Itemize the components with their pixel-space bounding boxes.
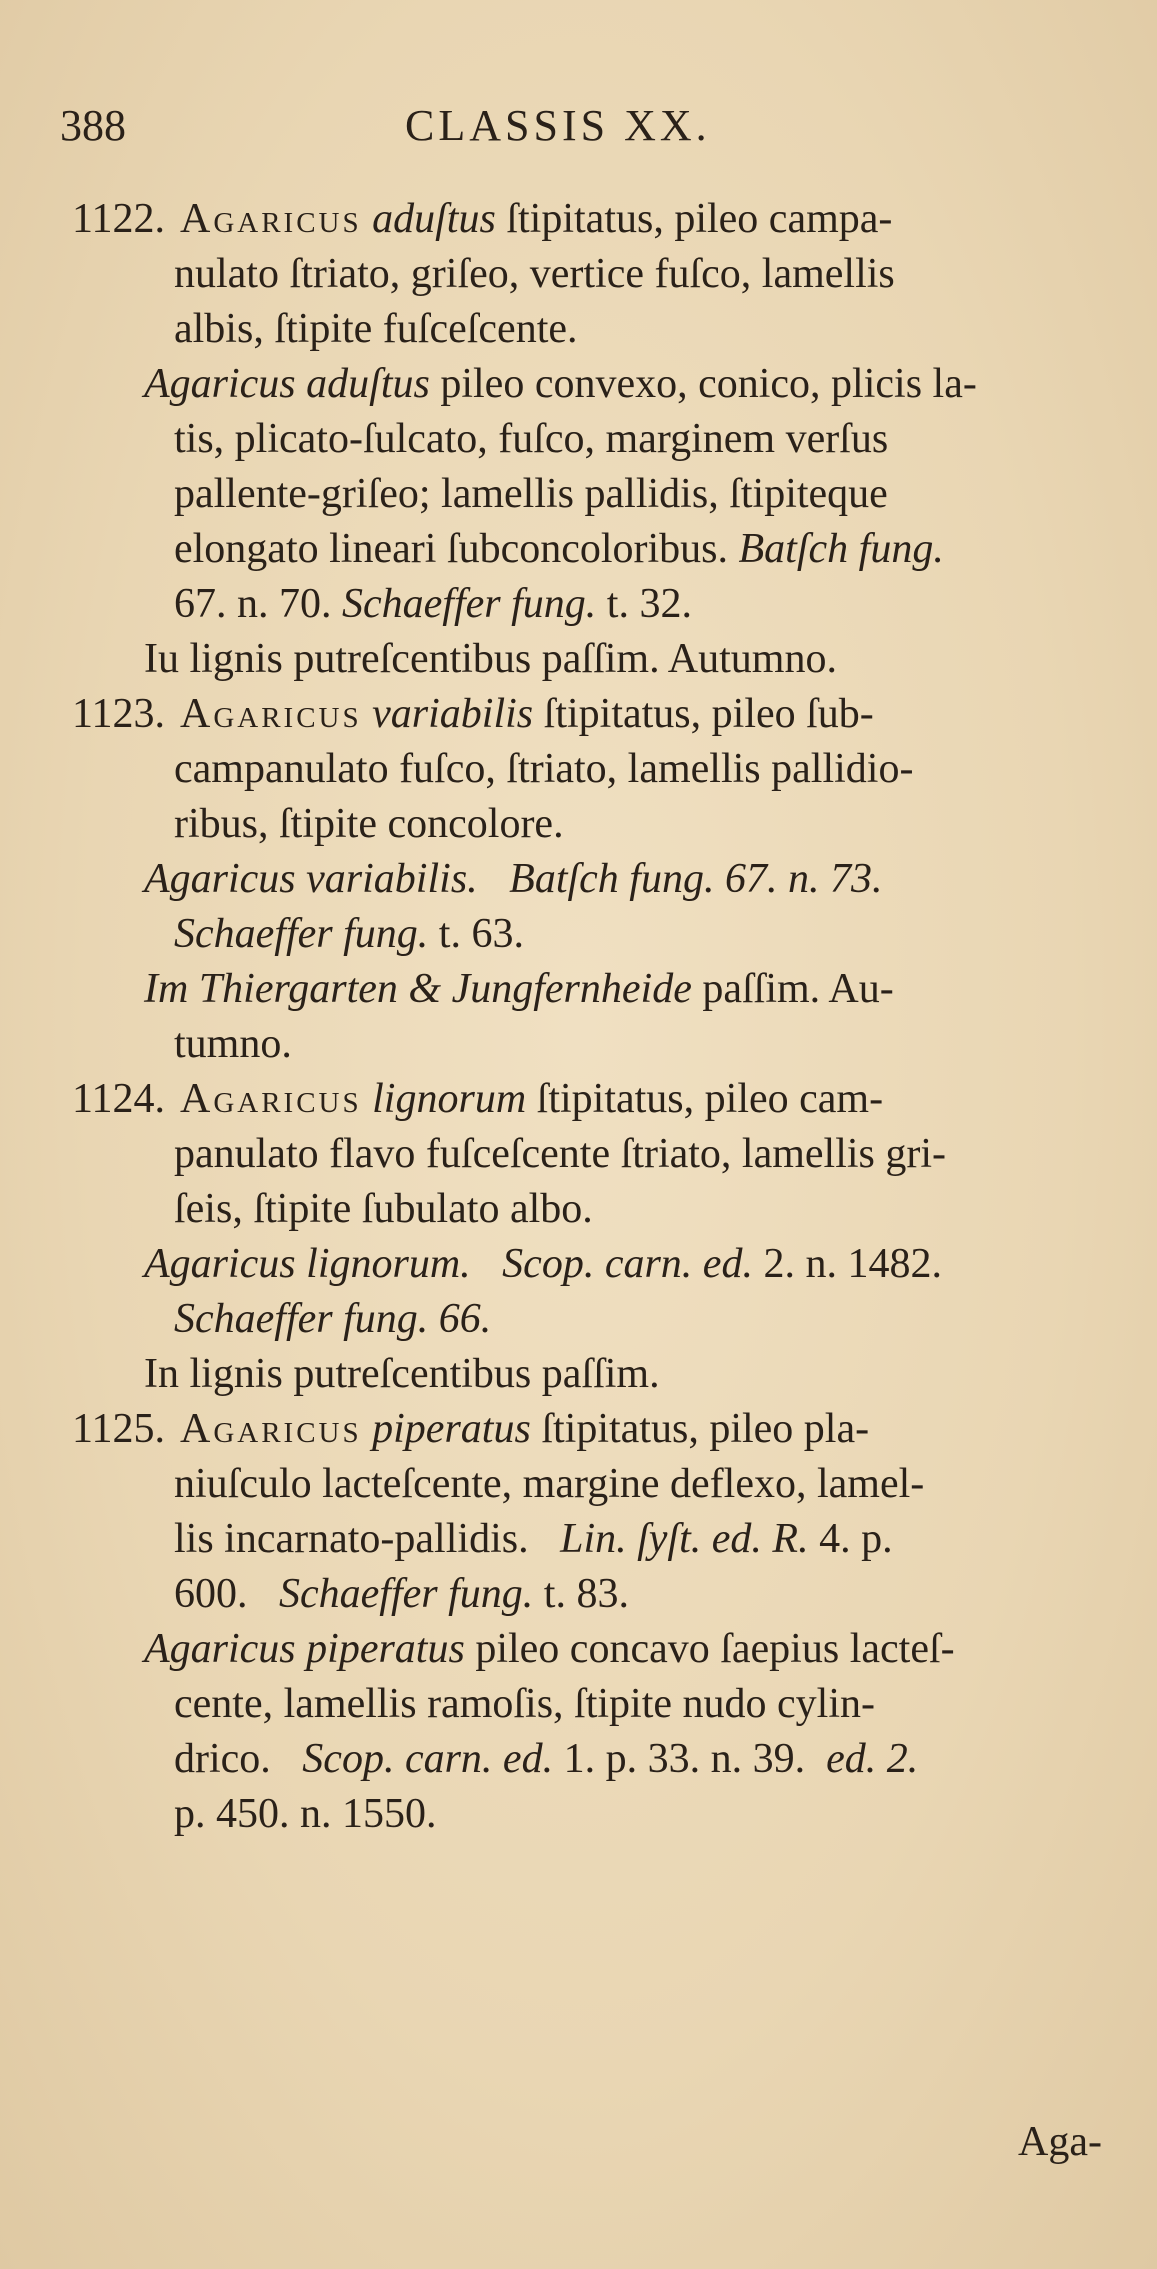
entry-line: Agaricus piperatus ſtipitatus, pileo pla- (180, 1406, 870, 1452)
reference: Lin. ſyſt. ed. R. (560, 1516, 809, 1562)
synonym-line: p. 450. n. 1550. (174, 1791, 437, 1837)
synonym-line: drico. Scop. carn. ed. 1. p. 33. n. 39. ed. 2. (174, 1736, 919, 1782)
genus-name: Agaricus (180, 196, 362, 242)
entry-line: ſeis, ſtipite ſubulato albo. (174, 1186, 593, 1232)
reference: ed. 2. (826, 1736, 919, 1782)
entry-1124 (72, 1072, 1102, 1402)
species-name: lignorum (372, 1076, 527, 1122)
synonym-name: Agaricus variabilis. (144, 856, 478, 902)
synonym-line (174, 1292, 1102, 1347)
genus-name: Agaricus (180, 1076, 362, 1122)
synonym-line: Schaeffer fung. t. 63. (174, 911, 524, 957)
species-name: piperatus (372, 1406, 531, 1452)
reference: Schaeffer fung. (279, 1571, 534, 1617)
habitat-line: Iu lignis putreſcentibus paſſim. Autumno. (144, 636, 837, 682)
entry-line: ribus, ſtipite concolore. (174, 801, 564, 847)
entry-number: 1123. (72, 691, 165, 737)
synonym-line: Agaricus variabilis. Batſch fung. 67. n. 73. (144, 856, 883, 902)
genus-name: Agaricus (180, 691, 362, 737)
page-number: 388 (60, 101, 126, 150)
entry-1125 (72, 1402, 1102, 1842)
reference: Batſch fung. (738, 526, 944, 572)
entry-number: 1122. (72, 196, 165, 242)
species-name: aduſtus (372, 196, 496, 242)
entry-line: Agaricus lignorum ſtipitatus, pileo cam- (180, 1076, 884, 1122)
species-name: variabilis (372, 691, 534, 737)
synonym-line: Agaricus aduſtus pileo convexo, conico, plicis la- (144, 361, 977, 407)
entry-number: 1125. (72, 1406, 165, 1452)
synonym-name: Agaricus lignorum. (144, 1241, 471, 1287)
entry-1123 (72, 687, 1102, 1072)
habitat-line: Im Thiergarten & Jungfernheide paſſim. Au- (144, 966, 894, 1012)
catchword: Aga- (1018, 2119, 1102, 2165)
entry-line: campanulato fuſco, ſtriato, lamellis pallidio- (174, 746, 914, 792)
running-head: CLASSIS XX. (405, 101, 711, 150)
synonym-line: cente, lamellis ramoſis, ſtipite nudo cylin- (174, 1681, 875, 1727)
synonym-line: 67. n. 70. Schaeffer fung. t. 32. (174, 581, 692, 627)
page-header (60, 96, 1120, 156)
habitat-line: In lignis putreſcentibus paſſim. (144, 1351, 660, 1397)
synonym-name: Agaricus aduſtus (144, 361, 430, 407)
synonym-line: elongato lineari ſubconcoloribus. Batſch fung. (174, 526, 944, 572)
reference: Scop. carn. ed. (502, 1241, 753, 1287)
reference: Schaeffer fung. (342, 581, 597, 627)
reference: Scop. carn. ed. (302, 1736, 554, 1782)
entry-number: 1124. (72, 1076, 165, 1122)
entry-line: Agaricus aduſtus ſtipitatus, pileo campa- (180, 196, 893, 242)
habitat-line: tumno. (174, 1021, 292, 1067)
entry-line: albis, ſtipite fuſceſcente. (174, 306, 578, 352)
synonym-line: Agaricus piperatus pileo concavo ſaepius lacteſ- (144, 1626, 955, 1672)
synonym-line: pallente-griſeo; lamellis pallidis, ſtipiteque (174, 471, 888, 517)
entry-line: niuſculo lactеſcente, margine deflexo, lamel- (174, 1461, 925, 1507)
reference: Schaeffer fung. (174, 911, 429, 957)
synonym-line: Agaricus lignorum. Scop. carn. ed. 2. n. 1482. (144, 1241, 942, 1287)
synonym-name: Agaricus piperatus (144, 1626, 465, 1672)
entry-line: nulato ſtriato, griſeo, vertice fuſco, lamellis (174, 251, 895, 297)
entry-line: Agaricus variabilis ſtipitatus, pileo ſub- (180, 691, 874, 737)
genus-name: Agaricus (180, 1406, 362, 1452)
entry-line: lis incarnato-pallidis. Lin. ſyſt. ed. R. 4. p. (174, 1516, 893, 1562)
entry-line: panulato flavo fuſceſcente ſtriato, lamellis gri- (174, 1131, 947, 1177)
entry-line: 600. Schaeffer fung. t. 83. (174, 1571, 629, 1617)
entry-1122 (72, 192, 1102, 687)
reference: Schaeffer fung. 66. (174, 1296, 492, 1342)
text-block (72, 192, 1102, 1842)
synonym-line: tis, plicato-ſulcato, fuſco, marginem verſus (174, 416, 889, 462)
reference: Batſch fung. (509, 856, 715, 902)
